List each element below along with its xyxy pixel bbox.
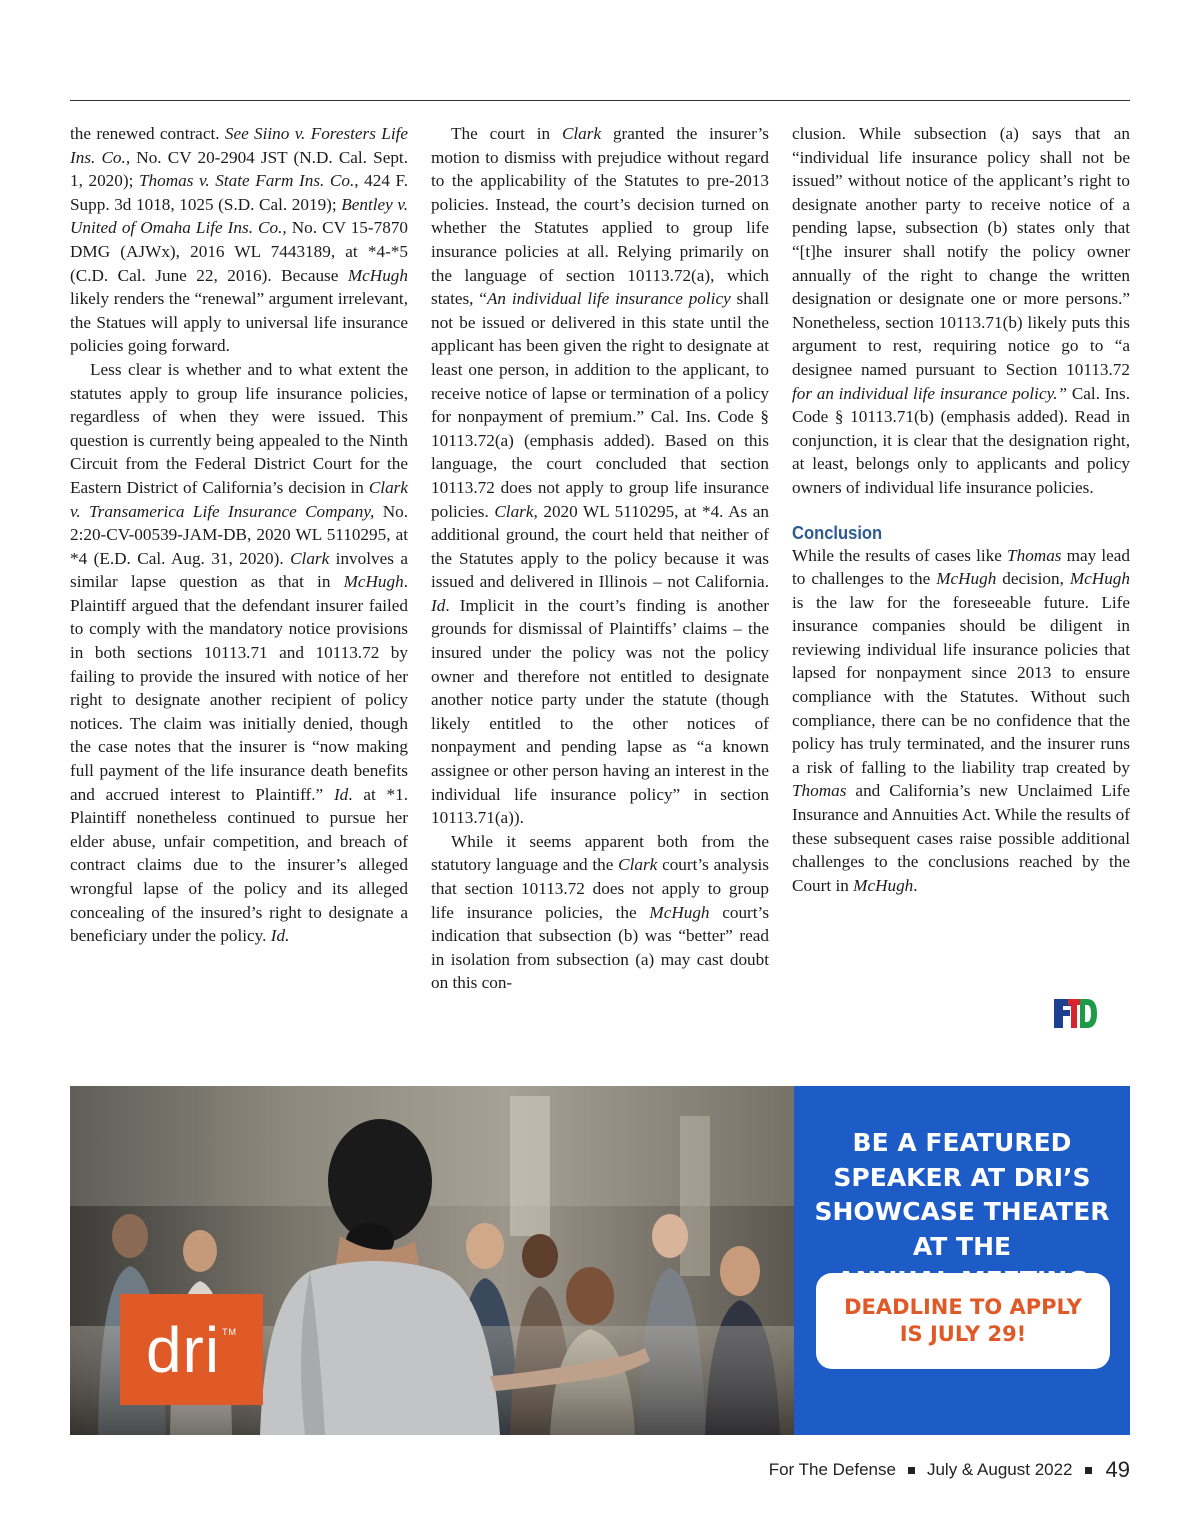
paragraph: clusion. While subsection (a) says that an “individual life insurance policy shall not be issued” without notice of the applicant’s right to designate another party to receive notice of a pending lapse, subsection (b) states only that “[t]he insurer shall notify the policy owner annually of the right to change the written designation or designate one or more persons.” Nonetheless, section 10113.71(b) likely puts this argument to rest, requiring notice go to “a designee named pursuant to Section 10113.72 for an individual life insurance policy.” Cal. Ins. Code § 10113.71(b) (emphasis added). Read in conjunction, it is clear that the designation right, at least, belongs only to applicants and policy owners of individual life insurance policies. — [792, 124, 1131, 497]
publication-name: For The Defense — [768, 1460, 896, 1479]
dri-advertisement[interactable] — [70, 1086, 1130, 1435]
section-heading: Conclusion — [792, 522, 883, 543]
article-column-1 — [70, 122, 408, 948]
ftd-logo-icon — [1054, 996, 1098, 1030]
article-column-3 — [792, 122, 1130, 897]
article-column-2 — [431, 122, 769, 995]
paragraph: While the results of cases like Thomas may lead to challenges to the McHugh decision, McHugh is the law for the foreseeable future. Life insurance companies should be diligent in reviewing individual life insurance policies that lapsed for nonpayment since 2013 to ensure compliance with the Statutes. Without such compliance, there can be no confidence that the policy has truly terminated, and the insurer runs a risk of falling to the liability trap created by Thomas and California’s new Unclaimed Life Insurance and Annuities Act. While the results of these subsequent cases raise possible additional challenges to the conclusions reached by the Court in McHugh. — [792, 545, 1130, 895]
paragraph: Less clear is whether and to what extent the statutes apply to group life insurance policies, regardless of when they were issued. This question is currently being appealed to the Ninth Circuit from the Federal District Court for the Eastern District of California’s decision in Clark v. Transamerica Life Insurance Company, No. 2:20-CV-00539-JAM-DB, 2020 WL 5110295, at *4 (E.D. Cal. Aug. 31, 2020). Clark involves a similar lapse question as that in McHugh. Plaintiff argued that the defendant insurer failed to comply with the mandatory notice provisions in both sections 10113.71 and 10113.72 by failing to provide the insured with notice of her right to designate another recipient of policy notices. The claim was initially denied, though the case notes that the insurer is “now making full payment of the life insurance death benefits and accrued interest to Plaintiff.” Id. at *1. Plaintiff nonetheless continued to pursue her elder abuse, unfair competition, and breach of contract claims due to the insurer’s alleged wrongful lapse of the policy and its alleged concealing of the insured’s right to designate a beneficiary under the policy. Id. — [70, 359, 408, 946]
top-rule — [70, 100, 1130, 101]
ad-panel — [794, 1086, 1130, 1435]
page-footer — [769, 1455, 1130, 1485]
ad-headline: BE A FEATURED SPEAKER AT DRI’S SHOWCASE THEATER AT THE — [814, 1128, 1110, 1261]
paragraph: the renewed contract. See Siino v. Foresters Life Ins. Co., No. CV 20-2904 JST (N.D. Cal. Sept. 1, 2020); Thomas v. State Farm Ins. Co., 424 F. Supp. 3d 1018, 1025 (S.D. Cal. 2019); Bentley v. United of Omaha Life Ins. Co., No. CV 15-7870 DMG (AJWx), 2016 WL 7443189, at *4-*5 (C.D. Cal. June 22, 2016). Because McHugh likely renders the “renewal” argument irrelevant, the Statues will apply to universal life insurance policies going forward. — [70, 124, 409, 356]
paragraph: The court in Clark granted the insurer’s motion to dismiss with prejudice without regard to the applicability of the Statutes to pre-2013 policies. Instead, the court’s decision turned on whether the Statutes applied to group life insurance policies at all. Relying primarily on the language of section 10113.72(a), which states, “An individual life insurance policy shall not be issued or delivered in this state until the applicant has been given the right to designate at least one person, in addition to the applicant, to receive notice of lapse or termination of a policy for nonpayment of premium.” Cal. Ins. Code § 10113.72(a) (emphasis added). Based on this language, the court concluded that section 10113.72 does not apply to group life insurance policies. Clark, 2020 WL 5110295, at *4. As an additional ground, the court held that neither of the Statutes apply to the policy because it was issued and delivered in Illinois – not California. Id. Implicit in the court’s finding is another grounds for dismissal of Plaintiffs’ claims – the insured under the policy was not the policy owner and therefore not entitled to designate another notice party under the statute (though likely entitled to the other notices of nonpayment and pending lapse as “a known assignee or other person having an interest in the individual life insurance policy” in section 10113.71(a)). — [431, 124, 769, 828]
dri-logo: dri ™ — [120, 1294, 263, 1405]
deadline-button[interactable]: DEADLINE TO APPLY IS JULY 29! — [816, 1273, 1110, 1369]
separator-icon — [908, 1467, 915, 1474]
issue-date: July & August 2022 — [926, 1460, 1073, 1479]
page-number: 49 — [1105, 1457, 1130, 1482]
paragraph: While it seems apparent both from the statutory language and the Clark court’s analysis that section 10113.72 does not apply to group life insurance policies, the McHugh court’s indication that subsection (b) was “better” read in isolation from subsection (a) may cast doubt on this con- — [431, 831, 770, 993]
separator-icon — [1085, 1467, 1092, 1474]
